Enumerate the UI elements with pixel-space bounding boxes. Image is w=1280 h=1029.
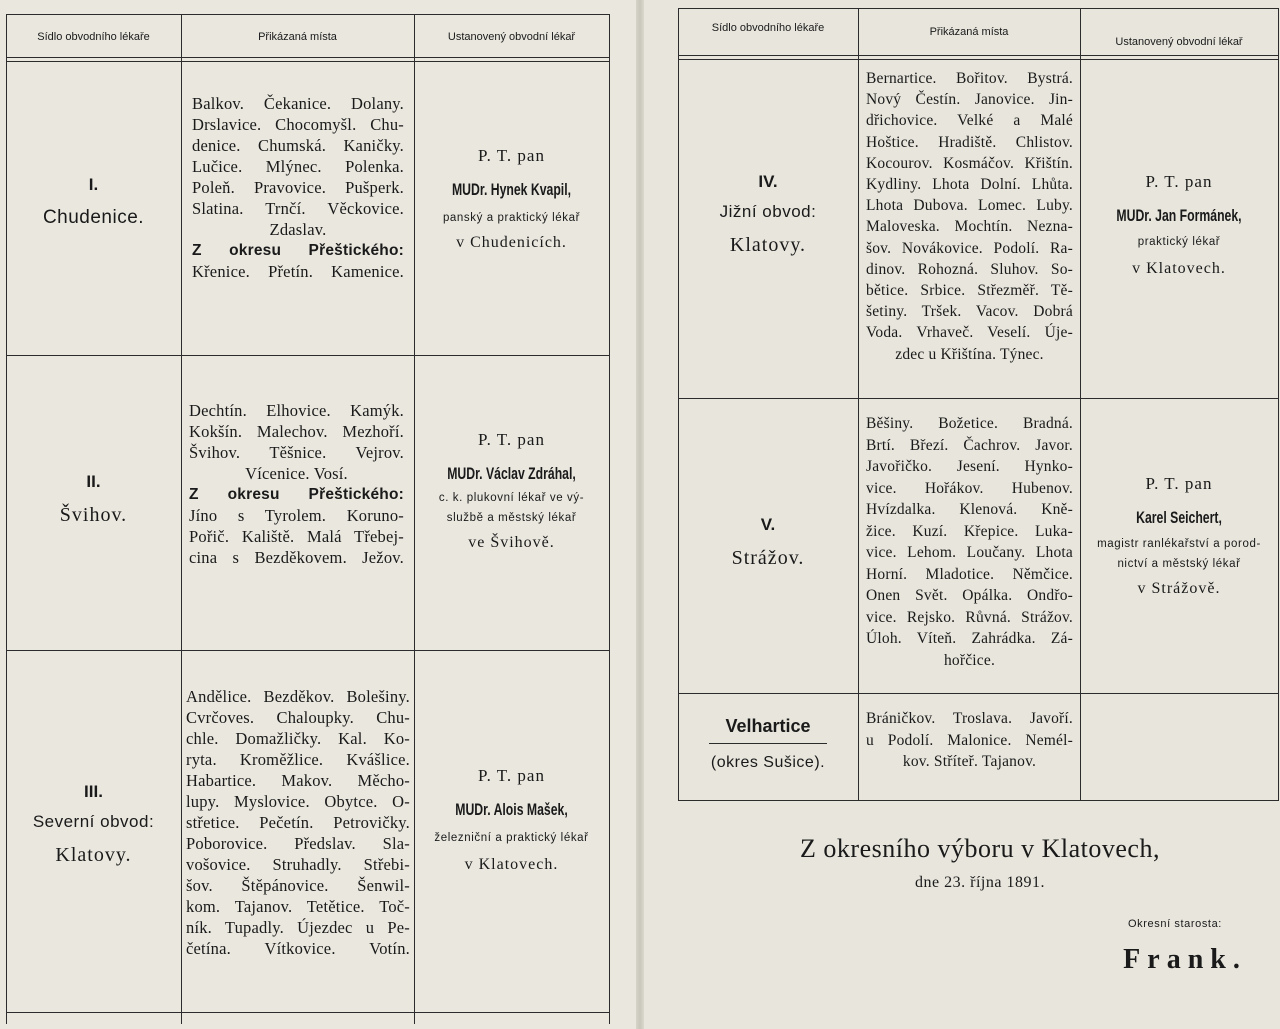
district-seat: Chudenice. [42,207,145,228]
column-divider [858,8,859,800]
places-line: Křenice. Přetín. Kamenice. [192,262,404,281]
places-line: Slatina. Trnčí. Věckovice. [192,199,404,218]
district-seat: Severní obvod: [32,812,155,831]
district-seat: Klatovy. [729,234,807,256]
header-bottom-border [6,57,610,58]
places-line: Voda. Vrhaveč. Veselí. Úje- [866,324,1073,342]
row-divider [678,693,1279,694]
district-seat-cell [6,175,181,229]
places-line: Andělice. Bezděkov. Bolešiny. [186,687,410,706]
places-line: bětice. Srbice. Střezměř. Tě- [866,282,1073,300]
doctor-role: nictví a městský lékař [1117,558,1241,570]
places-line: hořčice. [943,651,996,669]
district-number: II. [86,472,101,491]
places-line: Dechtín. Elhovice. Kamýk. [189,401,404,420]
date-line: dne 23. října 1891. [915,874,1045,891]
signer-name: Frank. [1123,944,1247,975]
places-line: dřichovice. Velké a Malé [866,112,1073,130]
places-line: Úloh. Víteň. Zahrádka. Zá- [866,630,1073,647]
places-line: ník. Tupadly. Újezdec u Pe- [186,918,410,937]
header-places: Přikázaná místa [258,31,337,43]
places-line: kom. Tajanov. Tetětice. Toč- [186,897,410,916]
header-doctor: Ustanovený obvodní lékař [447,31,576,43]
table-bottom-border [6,1012,610,1013]
doctor-role: praktický lékař [1137,236,1221,248]
places-line: Drslavice. Chocomyšl. Chu- [192,115,404,134]
district-seat-cell [6,472,181,527]
places-line: vice. Lehom. Loučany. Lhota [866,544,1073,561]
doctor-town: v Klatovech. [1132,260,1226,277]
places-subheading: Z okresu Přeštického: [192,242,404,259]
places-line: Kocourov. Kosmáčov. Křištín. [866,154,1073,172]
doctor-role: službě a městský lékař [446,512,577,524]
places-cell [189,400,404,568]
places-line: Balkov. Čekanice. Dolany. [192,94,404,113]
places-cell [192,93,404,282]
places-line: Zdaslav. [269,220,327,239]
places-line: četína. Vítkovice. Votín. [186,939,410,958]
header-doctor: Ustanovený obvodní lékař [1115,36,1243,48]
column-divider [181,14,182,1024]
district-seat-cell [6,782,181,867]
column-divider [678,8,679,800]
doctor-role: panský a praktický lékař [442,212,581,224]
places-line: Běšiny. Božetice. Bradná. [866,415,1073,432]
places-line: Poleň. Pravovice. Pušperk. [192,178,404,197]
places-line: Hoštice. Hradiště. Chlistov. [866,133,1073,151]
row-divider [6,650,610,651]
district-seat: (okres Sušice). [710,754,826,771]
places-line: Brtí. Březí. Čachrov. Javor. [866,436,1073,454]
places-line: žice. Kuzí. Křepice. Luka- [866,522,1073,540]
doctor-name: MUDr. Alois Mašek, [455,800,568,819]
row-divider [6,355,610,356]
signer-title: Okresní starosta: [1128,918,1222,930]
places-cell [866,68,1073,365]
places-line: Habartice. Makov. Měcho- [186,771,410,790]
places-line: Poborovice. Předslav. Sla- [186,834,410,853]
places-subheading: Z okresu Přeštického: [189,486,404,503]
doctor-town: ve Švihově. [468,534,555,551]
page-fold [636,0,644,1029]
doctor-title: P. T. pan [478,766,545,785]
places-line: denice. Chumská. Kaničky. [192,136,404,155]
places-line: lupy. Myslovice. Obytce. O- [186,792,410,811]
places-line: vice. Hořákov. Hubenov. [866,479,1073,497]
doctor-title: P. T. pan [478,430,545,449]
places-line: Jíno s Tyrolem. Koruno- [189,506,404,525]
doctor-title: P. T. pan [1145,474,1213,493]
doctor-role: železniční a praktický lékař [434,832,589,844]
district-seat: Velhartice [725,716,811,736]
table-top-border [678,8,1279,9]
seat-underline [709,743,827,744]
doctor-name: Karel Seichert, [1136,508,1222,527]
places-line: zdec u Křištína. Týnec. [895,345,1044,363]
doctor-cell [1080,172,1278,278]
doctor-title: P. T. pan [1145,172,1213,191]
places-line: Kokšín. Malechov. Mezhoří. [189,422,404,441]
header-places: Přikázaná místa [929,26,1009,38]
places-line: Švihov. Těšnice. Vejrov. [189,443,404,462]
header-double-border [6,61,610,62]
places-line: šov. Štěpánovice. Šenwil- [186,876,410,895]
doctor-role: c. k. plukovní lékař ve vý- [438,492,585,504]
doctor-cell [414,430,609,552]
table-bottom-border [678,800,1279,801]
places-line: Lhota Dubova. Lomec. Luby. [866,197,1073,215]
places-line: Bráničkov. Troslava. Javoří. [866,710,1073,727]
places-cell [186,686,410,959]
places-line: šetiny. Tršek. Vacov. Dobrá [866,303,1073,321]
district-seat: Strážov. [731,547,805,569]
places-line: chle. Domažličky. Kal. Ko- [186,729,410,748]
places-line: Nový Čestín. Janovice. Jin- [866,91,1073,109]
district-number: I. [88,175,99,194]
places-line: kov. Stříteř. Tajanov. [902,753,1037,770]
places-line: ryta. Kroměžlice. Kvášlice. [186,750,410,769]
places-line: Horní. Mladotice. Němčice. [866,565,1073,583]
doctor-cell [414,146,609,252]
places-line: cina s Bezděkovem. Ježov. [189,548,404,567]
places-line: Vícenice. Vosí. [245,464,348,483]
district-number: IV. [758,172,778,191]
doctor-name: MUDr. Hynek Kvapil, [451,180,572,199]
places-line: Lučice. Mlýnec. Polenka. [192,157,404,176]
places-line: Javořičko. Jesení. Hynko- [866,458,1073,475]
places-line: Maloveska. Mochtín. Nezna- [866,218,1073,236]
doctor-role: magistr ranlékařství a porod- [1097,538,1261,550]
committee-line: Z okresního výboru v Klatovech, [800,834,1160,863]
district-seat: Švihov. [59,504,128,526]
column-divider [1080,8,1081,800]
doctor-town: v Strážově. [1137,580,1221,597]
places-line: Onen Svět. Opálka. Ondřo- [866,587,1073,604]
doctor-name: MUDr. Václav Zdráhal, [447,464,576,483]
places-line: Kydliny. Lhota Dolní. Lhůta. [866,176,1073,194]
table-top-border [6,14,610,15]
places-line: střetice. Pečetín. Petrovičky. [186,813,410,832]
header-bottom-border [678,55,1279,56]
doctor-title: P. T. pan [478,146,545,165]
header-double-border [678,59,1279,60]
district-seat-cell [678,172,858,257]
right-page [640,0,1280,1029]
places-line: šov. Novákovice. Podolí. Ra- [866,239,1073,257]
places-line: dinov. Rohozná. Sluhov. So- [866,260,1073,278]
district-number: V. [760,515,776,534]
doctor-cell [414,766,609,874]
doctor-town: v Klatovech. [464,856,559,873]
places-cell [866,708,1073,773]
doctor-cell [1080,474,1278,598]
district-number: III. [84,782,103,801]
header-seat: Sídlo obvodního lékaře [37,31,150,43]
places-line: Bernartice. Bořitov. Bystrá. [866,70,1073,87]
row-divider [678,398,1279,399]
places-line: Hvízdalka. Klenová. Kně- [866,501,1073,518]
district-seat-cell [678,515,858,570]
column-divider [1278,8,1279,800]
district-seat: Klatovy. [55,844,132,866]
doctor-name: MUDr. Jan Formánek, [1116,206,1242,225]
places-line: Pořič. Kaliště. Malá Třebej- [189,527,404,546]
header-seat: Sídlo obvodního lékaře [711,22,825,34]
places-line: vošovice. Struhadly. Střebi- [186,855,410,874]
district-seat: Jižní obvod: [719,202,817,221]
doctor-town: v Chudenicích. [456,234,567,251]
places-cell [866,413,1073,671]
column-divider [609,14,610,1024]
district-seat-cell [678,716,858,772]
places-line: u Podolí. Malonice. Nemél- [866,731,1073,749]
places-line: Cvrčoves. Chaloupky. Chu- [186,708,410,727]
places-line: vice. Rejsko. Růvná. Strážov. [866,608,1073,626]
